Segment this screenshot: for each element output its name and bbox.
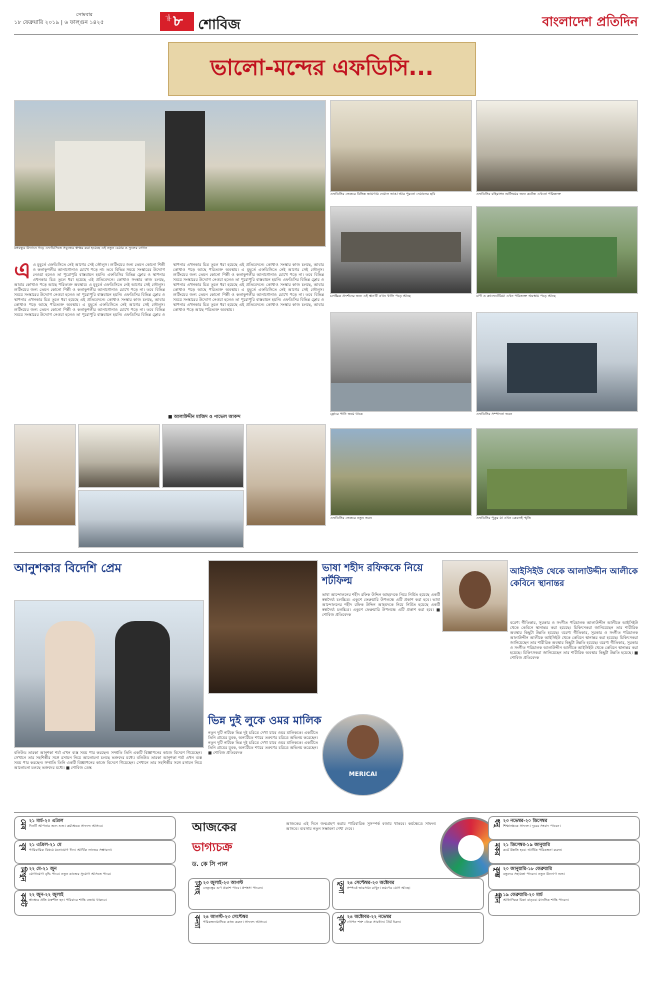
zodiac-sign-box	[488, 864, 640, 890]
zodiac-sign-date: ২২ জুন-২২ জুলাই	[29, 893, 64, 898]
section-divider	[14, 552, 638, 553]
zodiac-sign-name: বৃষ	[19, 843, 27, 851]
feature-caption-7: এফডিসির সম্পাদনা ভবন	[476, 412, 513, 416]
feature-photo-8	[330, 428, 472, 516]
section-name: শোবিজ	[198, 17, 241, 33]
story-anushka-body: বলিউড তারকা আনুশকা শর্মা এখন ব্যস্ত সময় পার করছেন। সম্প্রতি তিনি একটি বিজ্ঞাপনের কাজে বিদেশে গিয়েছেন। সেখানে তার সহশিল্পীর সঙ্গে রসায়ন নিয়ে আলোচনা চলছে ভক্তদের মধ্যে। বলিউড তারকা আনুশকা শর্মা এখন ব্যস্ত সময় পার করছেন। সম্প্রতি তিনি একটি বিজ্ঞাপনের কাজে বিদেশে গিয়েছেন। সেখানে তার সহশিল্পীর সঙ্গে রসায়ন নিয়ে আলোচনা চলছে ভক্তদের মধ্যে। ■ শোবিজ ডেস্ক	[14, 750, 202, 770]
masthead-rule	[14, 34, 638, 35]
feature-caption-8: এফডিসির ভেতরে নতুন ভবন	[330, 516, 372, 520]
story-omar-photo	[322, 714, 404, 796]
horoscope-title-line1: আজকের	[192, 820, 237, 834]
story-anushka-title: আনুশকার বিদেশি প্রেম	[14, 561, 122, 575]
zodiac-sign-box	[14, 890, 176, 916]
zodiac-sign-box	[488, 840, 640, 864]
zodiac-sign-name: সিংহ	[193, 881, 201, 895]
horoscope-intro: আজকের এই দিনে জন্মগ্রহণ করায় পারিবারিক সুসম্পর্ক বজায় থাকবে। কর্মক্ষেত্রে সাফল্য আসবে। ব্যবসায় নতুন সম্ভাবনা দেখা দেবে।	[286, 821, 436, 831]
feature-caption-3: এফডিসির বহিরাঙ্গন শুটিংয়ের জন্য কটেজ এখনো পরিত্যক্ত	[476, 192, 561, 196]
zodiac-sign-date: ২৪ অক্টোবর-২২ নভেম্বর	[347, 915, 392, 920]
zodiac-sign-text: যোগাযোগ বৃদ্ধি পাবে। নতুন কাজের সুযোগ আসতে পারে।	[29, 872, 112, 876]
zodiac-sign-name: বৃশ্চিক	[337, 915, 345, 932]
feature-main-photo	[14, 100, 326, 247]
story-rafiq-photo	[208, 560, 318, 694]
feature-caption-2: এফডিসির ভেতরে বিভিন্ন জায়গায় দেয়াল ভাঙা আর পুরনো দেয়ালের ছবি	[330, 192, 436, 196]
zodiac-sign-box	[14, 864, 176, 890]
zodiac-sign-text: গোপন শত্রু থেকে সাবধান। ধৈর্য ধরুন।	[347, 920, 402, 924]
feature-small-photo-3	[162, 424, 244, 488]
feature-small-photo-4	[246, 424, 326, 526]
zodiac-sign-name: মীন	[493, 893, 501, 904]
zodiac-sign-date: ২৪ আগস্ট-২৩ সেপ্টেম্বর	[203, 915, 248, 920]
zodiac-sign-box	[488, 816, 640, 840]
zodiac-sign-text: দিনটি আপনার জন্য শুভ। কর্মক্ষেত্রে সাফল্য আসবে।	[29, 824, 104, 828]
zodiac-sign-box	[332, 878, 484, 910]
paper-name: বাংলাদেশ প্রতিদিন	[542, 15, 638, 30]
feature-photo-6	[330, 312, 472, 412]
zodiac-sign-name: কর্কট	[19, 893, 27, 907]
story-alauddin-title: আইসিইউ থেকে আলাউদ্দীন আলীকে কেবিনে স্থানান্তর	[510, 567, 638, 589]
zodiac-sign-name: কুম্ভ	[493, 867, 501, 878]
story-alauddin-body: বরেণ্য গীতিকার, সুরকার ও সংগীত পরিচালক আলাউদ্দীন আলীকে আইসিইউ থেকে কেবিনে স্থানান্তর করা হয়েছে। চিকিৎসকরা জানিয়েছেন তার শারীরিক অবস্থার কিছুটা উন্নতি হয়েছে। বরেণ্য গীতিকার, সুরকার ও সংগীত পরিচালক আলাউদ্দীন আলীকে আইসিইউ থেকে কেবিনে স্থানান্তর করা হয়েছে। চিকিৎসকরা জানিয়েছেন তার শারীরিক অবস্থার কিছুটা উন্নতি হয়েছে। বরেণ্য গীতিকার, সুরকার ও সংগীত পরিচালক আলাউদ্দীন আলীকে আইসিইউ থেকে কেবিনে স্থানান্তর করা হয়েছে। চিকিৎসকরা জানিয়েছেন তার শারীরিক অবস্থার কিছুটা উন্নতি হয়েছে। ■ শোবিজ প্রতিবেদক	[510, 620, 638, 660]
zodiac-sign-date: ২১ ডিসেম্বর-১৯ জানুয়ারি	[503, 843, 550, 848]
masthead-date: ১৮ ফেব্রুয়ারি ২০১৯ | ৬ ফাল্গুন ১৪২৫	[14, 20, 104, 26]
horoscope-author: ড. কে সি পাল	[192, 861, 228, 868]
zodiac-sign-box	[14, 840, 176, 864]
feature-caption-1: বঙ্গবন্ধুর উদ্যানে গড়ে এফডিসিতে সবুজের স্বাক্ষর করা হয়েছে এই নতুন চেয়ার ও ফুলের বাগান	[14, 246, 148, 250]
feature-headline: ভালো-মন্দের এফডিসি...	[210, 56, 434, 81]
zodiac-sign-date: ২১ এপ্রিল-২১ মে	[29, 843, 62, 848]
zodiac-sign-name: মিথুন	[19, 867, 27, 882]
feature-caption-6: ফ্লোরে পানি জমে থাকে	[330, 412, 363, 416]
feature-caption-4: চলচ্চিত্র প্রদর্শনের জন্য এই স্থানটি এখন খালি পড়ে আছে	[330, 294, 411, 298]
zodiac-sign-name: তুলা	[337, 881, 345, 894]
feature-photo-2	[330, 100, 472, 192]
story-anushka-photo	[14, 600, 204, 748]
zodiac-sign-box	[188, 878, 330, 910]
feature-photo-4	[330, 206, 472, 294]
zodiac-sign-date: ২৪ সেপ্টেম্বর-২৩ অক্টোবর	[347, 881, 395, 886]
omar-shirt-badge: MERICAI	[348, 771, 378, 778]
zodiac-sign-text: কর্মে উন্নতি হবে। আর্থিক পরিকল্পনা করুন।	[503, 848, 563, 852]
page-number: ৮	[173, 12, 183, 30]
feature-photo-5	[476, 206, 638, 294]
feature-small-photo-1	[14, 424, 76, 526]
zodiac-sign-name: মেষ	[19, 819, 27, 830]
zodiac-sign-date: ১৯ ফেব্রুয়ারি-২০ মার্চ	[503, 893, 543, 898]
zodiac-sign-text: নেতৃত্বের গুণ প্রকাশ পাবে। প্রশংসা পাবেন।	[203, 886, 264, 890]
zodiac-sign-name: ধনু	[493, 819, 501, 828]
feature-headline-bar	[168, 42, 476, 96]
feature-caption-5: ঝর্ণা ও ক্যাফেটেরিয়া এখন পরিত্যক্ত অবস্থায় পড়ে আছে	[476, 294, 556, 298]
zodiac-sign-name: কন্যা	[193, 915, 201, 929]
masthead-day: সোমবার	[76, 12, 93, 18]
feature-byline: ■ আলাউদ্দীন মাজিদ ও পাভেল আকন্দ	[168, 415, 241, 420]
zodiac-sign-text: বন্ধুদের সহায়তা পাবেন। নতুন উদ্যোগ শুভ।	[503, 872, 565, 876]
feature-small-photo-2	[78, 424, 160, 488]
zodiac-sign-date: ২২ মে-২১ জুন	[29, 867, 57, 872]
masthead	[14, 12, 638, 32]
feature-small-photo-5	[78, 490, 244, 548]
story-alauddin-photo	[442, 560, 508, 632]
story-omar-body: নতুন দুটি নাটকে ভিন্ন দুই চরিত্রে দেখা যাবে ওমর মালিককে। একটিতে তিনি গ্রামের যুবক, অন্যটিতে শহুরে তরুণের চরিত্রে অভিনয় করেছেন। নতুন দুটি নাটকে ভিন্ন দুই চরিত্রে দেখা যাবে ওমর মালিককে। একটিতে তিনি গ্রামের যুবক, অন্যটিতে শহুরে তরুণের চরিত্রে অভিনয় করেছেন। ■ শোবিজ প্রতিবেদক	[208, 730, 318, 755]
feature-caption-9: এফডিসির পুকুর যা এখন কেবলই স্মৃতি	[476, 516, 531, 520]
zodiac-sign-date: ২৩ জুলাই-২৩ আগস্ট	[203, 881, 244, 886]
story-omar-title: ভিন্ন দুই লুকে ওমর মালিক	[208, 714, 322, 727]
zodiac-sign-text: স্বাস্থ্যের প্রতি যত্নশীল হন। পরিবারে শান্তি বজায় থাকবে।	[29, 898, 107, 902]
feature-body: এ এ মুহূর্তে এফডিসিতে নেই আগের সেই জৌলুস। শুটিংয়ের জন্য তেমন কোনো শিল্পী ও কলাকুশলীর আনাগোনাও চোখে পড়ে না। তবে বিভিন্ন সময়ে সংস্কারের উদ্যোগ নেওয়া হলেও তা পুরোপুরি বাস্তবায়ন হয়নি। এফডিসির বিভিন্ন ফ্লোর ও স্থাপনার এখনকার চিত্র তুলে ধরা হয়েছে এই প্রতিবেদনে। কোথাও সংস্কার কাজ চলছে, আবার কোথাও পড়ে আছে পরিত্যক্ত অবস্থায়। এ মুহূর্তে এফডিসিতে নেই আগের সেই জৌলুস। শুটিংয়ের জন্য তেমন কোনো শিল্পী ও কলাকুশলীর আনাগোনাও চোখে পড়ে না। তবে বিভিন্ন সময়ে সংস্কারের উদ্যোগ নেওয়া হলেও তা পুরোপুরি বাস্তবায়ন হয়নি। এফডিসির বিভিন্ন ফ্লোর ও স্থাপনার এখনকার চিত্র তুলে ধরা হয়েছে এই প্রতিবেদনে। কোথাও সংস্কার কাজ চলছে, আবার কোথাও পড়ে আছে পরিত্যক্ত অবস্থায়। এ মুহূর্তে এফডিসিতে নেই আগের সেই জৌলুস। শুটিংয়ের জন্য তেমন কোনো শিল্পী ও কলাকুশলীর আনাগোনাও চোখে পড়ে না। তবে বিভিন্ন সময়ে সংস্কারের উদ্যোগ নেওয়া হলেও তা পুরোপুরি বাস্তবায়ন হয়নি। এফডিসির বিভিন্ন ফ্লোর ও স্থাপনার এখনকার চিত্র তুলে ধরা হয়েছে এই প্রতিবেদনে। কোথাও সংস্কার কাজ চলছে, আবার কোথাও পড়ে আছে পরিত্যক্ত অবস্থায়। এ মুহূর্তে এফডিসিতে নেই আগের সেই জৌলুস। শুটিংয়ের জন্য তেমন কোনো শিল্পী ও কলাকুশলীর আনাগোনাও চোখে পড়ে না। তবে বিভিন্ন সময়ে সংস্কারের উদ্যোগ নেওয়া হলেও তা পুরোপুরি বাস্তবায়ন হয়নি। এফডিসির বিভিন্ন ফ্লোর ও স্থাপনার এখনকার চিত্র তুলে ধরা হয়েছে এই প্রতিবেদনে। কোথাও সংস্কার কাজ চলছে, আবার কোথাও পড়ে আছে পরিত্যক্ত অবস্থায়। এ মুহূর্তে এফডিসিতে নেই আগের সেই জৌলুস। শুটিংয়ের জন্য তেমন কোনো শিল্পী ও কলাকুশলীর আনাগোনাও চোখে পড়ে না। তবে বিভিন্ন সময়ে সংস্কারের উদ্যোগ নেওয়া হলেও তা পুরোপুরি বাস্তবায়ন হয়নি। এফডিসির বিভিন্ন ফ্লোর ও স্থাপনার এখনকার চিত্র তুলে ধরা হয়েছে এই প্রতিবেদনে। কোথাও সংস্কার কাজ চলছে, আবার কোথাও পড়ে আছে পরিত্যক্ত অবস্থায়।	[14, 262, 324, 317]
feature-photo-3	[476, 100, 638, 192]
zodiac-sign-text: পরিকল্পনামাফিক কাজ করুন। সাফল্য আসবে।	[203, 920, 268, 924]
zodiac-sign-box	[488, 890, 640, 916]
zodiac-sign-date: ২৩ নভেম্বর-২০ ডিসেম্বর	[503, 819, 548, 824]
feature-photo-9	[476, 428, 638, 516]
zodiac-sign-text: পারিবারিক বিষয়ে মনোযোগ দিন। আর্থিক লাভের সম্ভাবনা।	[29, 848, 112, 852]
zodiac-sign-box	[14, 816, 176, 840]
page-label: পৃষ্ঠা	[165, 14, 170, 22]
zodiac-sign-date: ২০ জানুয়ারি-১৮ ফেব্রুয়ারি	[503, 867, 553, 872]
zodiac-sign-text: আধ্যাত্মিক চিন্তা বাড়বে। মানসিক শান্তি পাবেন।	[503, 898, 569, 902]
horoscope-title-block	[192, 819, 282, 875]
story-rafiq-title: ভাষা শহীদ রফিককে নিয়ে শর্টফিল্ম	[322, 563, 423, 587]
page-number-badge	[160, 12, 194, 31]
horoscope-title-line2: ভাগ্যচক্র	[192, 840, 233, 854]
feature-photo-7	[476, 312, 638, 412]
zodiac-sign-text: সম্পর্কে ভারসাম্য রাখুন। ভ্রমণের যোগ আছে।	[347, 886, 411, 890]
story-rafiq-body: ভাষা আন্দোলনের শহীদ রফিক উদ্দিন আহমদকে নিয়ে নির্মিত হয়েছে একটি স্বল্পদৈর্ঘ্য চলচ্চিত্র। একুশে ফেব্রুয়ারি উপলক্ষে এটি প্রকাশ করা হবে। ভাষা আন্দোলনের শহীদ রফিক উদ্দিন আহমদকে নিয়ে নির্মিত হয়েছে একটি স্বল্পদৈর্ঘ্য চলচ্চিত্র। একুশে ফেব্রুয়ারি উপলক্ষে এটি প্রকাশ করা হবে। ■ শোবিজ প্রতিবেদক	[322, 592, 440, 617]
zodiac-sign-box	[332, 912, 484, 944]
zodiac-sign-date: ২১ মার্চ-২০ এপ্রিল	[29, 819, 64, 824]
zodiac-sign-box	[188, 912, 330, 944]
zodiac-sign-text: শিক্ষাক্ষেত্রে সাফল্য। দূরের সংবাদ পাবেন।	[503, 824, 561, 828]
zodiac-sign-name: মকর	[493, 843, 501, 856]
